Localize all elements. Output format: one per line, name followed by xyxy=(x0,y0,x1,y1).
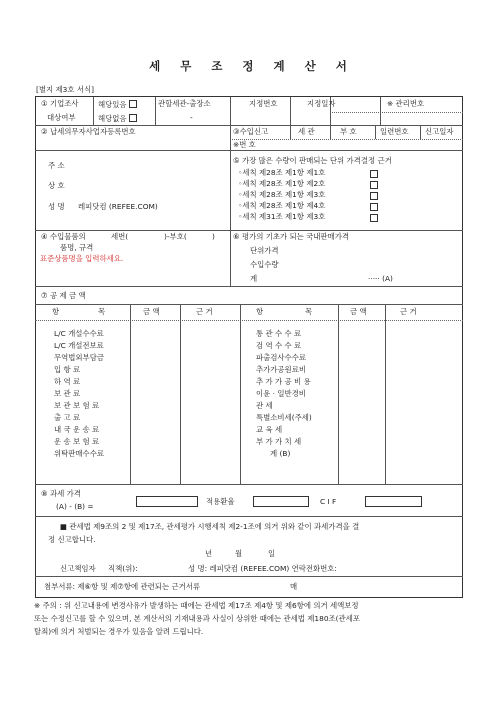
rule-checkbox-2[interactable] xyxy=(370,181,378,189)
serial-number-label: 일련번호 xyxy=(380,127,409,136)
code-close: ) xyxy=(212,232,215,241)
divider xyxy=(380,97,381,125)
deduction-left-6: 보 관 료 xyxy=(54,389,81,398)
deduction-left-1: L/C 개설수수료 xyxy=(54,329,104,338)
rule-item-5: ◦세칙 제31조 제1항 제3호 xyxy=(238,212,326,221)
divider xyxy=(155,97,156,125)
divider xyxy=(420,125,421,139)
number-note: ※번 호 xyxy=(233,140,256,149)
customs-office-dash: - xyxy=(190,113,193,122)
header-category: 목 xyxy=(98,307,106,316)
section5-title: ⑤ 가장 많은 수량이 판매되는 단위 가격결정 근거 xyxy=(233,156,392,165)
option-applicable[interactable]: 해당있음 xyxy=(98,100,137,110)
bullet-icon: ■ xyxy=(60,522,70,531)
taxpayer-registration-label: ② 납세의무자사업자등록번호 xyxy=(41,127,136,136)
customs-office-label: 관할세관-출장소 xyxy=(158,99,211,108)
deduction-right-6: 이윤 · 일반경비 xyxy=(256,389,306,398)
enterprise-survey-label: ① 기업조사 xyxy=(41,99,79,108)
signer-position: 직책(위): xyxy=(108,564,138,573)
divider xyxy=(330,125,331,139)
deduction-left-5: 하 역 료 xyxy=(54,377,81,386)
divider xyxy=(130,304,131,484)
header-category-right: 목 xyxy=(305,307,313,316)
divider xyxy=(230,125,231,286)
total-label: 계 xyxy=(250,274,258,283)
date-year-label: 년 xyxy=(205,549,213,558)
applicable-checkbox[interactable] xyxy=(129,100,137,108)
signer-name: 성 명: 레피닷컴 (REFEE.COM) 연락전화번호: xyxy=(188,564,337,573)
company-label: 상 호 xyxy=(48,181,65,190)
tariff-number-label: 세번( xyxy=(111,232,129,241)
footnote-line-1: ※ 주의 : 위 신고내용에 변경사유가 발생하는 때에는 관세법 제17조 제4항 및 제6항에 의거 세액보정 xyxy=(34,601,359,610)
divider xyxy=(35,304,463,305)
exchange-rate-field[interactable] xyxy=(253,496,309,507)
divider xyxy=(35,230,463,231)
rule-item-2: ◦세칙 제28조 제1항 제2호 xyxy=(238,179,326,188)
dept-code-label: 부 호 xyxy=(340,127,357,136)
deduction-left-4: 입 항 료 xyxy=(54,365,81,374)
divider xyxy=(35,484,463,485)
designated-number-label: 지정번호 xyxy=(249,99,278,108)
header-item: 항 xyxy=(52,307,60,316)
deduction-right-5: 추 가 가 공 비 용 xyxy=(256,377,311,386)
rule-checkbox-4[interactable] xyxy=(370,203,378,211)
deduction-left-2: L/C 개설전보료 xyxy=(54,341,104,350)
name-label: 성 명 xyxy=(48,202,65,211)
deduction-right-3: 파출검사수수료 xyxy=(256,353,306,362)
taxable-value-field[interactable] xyxy=(136,496,198,507)
rule-item-4: ◦세칙 제28조 제1항 제4호 xyxy=(238,201,326,210)
deduction-left-11: 위탁판매수수료 xyxy=(54,449,104,458)
not-applicable-checkbox[interactable] xyxy=(129,114,137,122)
divider xyxy=(35,576,463,577)
divider xyxy=(290,125,291,139)
header-amount: 금 액 xyxy=(143,307,160,316)
footnote-line-2: 또는 수정신고를 할 수 있으며, 본 계산서의 기재내용과 사실이 상위한 때에는 관세법 제180조(관세포 xyxy=(34,614,360,623)
attachment-label: 첨부서류: 제⑥항 및 제⑦항에 관련되는 근거서류 xyxy=(44,582,200,591)
rule-checkbox-1[interactable] xyxy=(370,170,378,178)
cif-label: C I F xyxy=(320,497,337,506)
standard-name-note: 표준상품명을 입력하세요. xyxy=(40,254,124,263)
deduction-right-10: 부 가 가 치 세 xyxy=(256,437,302,446)
divider xyxy=(375,125,376,139)
header-basis: 근 거 xyxy=(196,307,213,316)
divider xyxy=(230,97,231,125)
deduction-left-3: 무역법외부담금 xyxy=(54,353,104,362)
cif-field[interactable] xyxy=(365,496,422,507)
declaration-line-2: 정 신고합니다. xyxy=(48,535,96,544)
deduction-right-2: 검 역 수 수 료 xyxy=(256,341,302,350)
section8-title: ⑧ 과세 가격 xyxy=(41,489,81,498)
divider xyxy=(338,304,339,484)
header-item-right: 항 xyxy=(256,307,264,316)
unit-price-label: 단위가격 xyxy=(250,246,279,255)
rule-item-3: ◦세칙 제28조 제1항 제3호 xyxy=(238,190,326,199)
form-reference: [별지 제3호 서식] xyxy=(36,85,95,94)
rule-checkbox-5[interactable] xyxy=(370,214,378,222)
divider xyxy=(290,97,291,125)
item-spec-label: 품명, 규격 xyxy=(60,243,94,252)
deduction-left-7: 보 관 보 험 료 xyxy=(54,401,100,410)
address-label: 주 소 xyxy=(48,161,65,170)
import-quantity-label: 수입수량 xyxy=(250,260,279,269)
date-day-label: 일 xyxy=(268,549,276,558)
deduction-right-8: 특별소비세(주세) xyxy=(256,413,312,422)
deduction-right-7: 관 세 xyxy=(256,401,273,410)
deduction-left-10: 운 송 보 험 료 xyxy=(54,437,100,446)
deduction-left-8: 출 고 료 xyxy=(54,413,81,422)
divider xyxy=(35,125,463,126)
option-not-applicable[interactable]: 해당없음 xyxy=(98,114,137,124)
total-a-mark: ····· (A) xyxy=(368,274,393,283)
rule-checkbox-3[interactable] xyxy=(370,192,378,200)
page-title: 세 무 조 정 계 산 서 xyxy=(149,59,355,73)
designated-date-label: 지정일자 xyxy=(307,99,336,108)
divider xyxy=(330,112,463,113)
divider xyxy=(35,516,463,517)
deduction-right-4: 추가가공원료비 xyxy=(256,365,306,374)
divider xyxy=(35,150,463,151)
section4-title: ④ 수입물품의 xyxy=(41,232,86,241)
exchange-rate-label: 적용환율 xyxy=(206,497,235,506)
report-date-label: 신고일자 xyxy=(425,127,454,136)
header-amount-right: 금 액 xyxy=(350,307,367,316)
code-label: )-부호( xyxy=(164,232,187,241)
section6-title: ⑥ 평가의 기초가 되는 국내판매가격 xyxy=(233,232,349,241)
signer-label: 신고책임자 xyxy=(60,564,96,573)
declaration-line-1: ■ 관세법 제9조의 2 및 제17조, 관세평가 시행세칙 제2-1조에 의거 위와 같이 과세가격을 결 xyxy=(60,522,360,531)
divider xyxy=(180,304,181,484)
divider xyxy=(93,97,94,125)
deduction-right-1: 통 관 수 수 료 xyxy=(256,329,302,338)
management-number-label: ※ 관리번호 xyxy=(387,99,425,108)
customs-code-label: 세 관 xyxy=(298,127,315,136)
footnote-line-3: 탈죄)에 의거 처벌되는 경우가 있음을 알려 드립니다. xyxy=(34,627,204,636)
date-month-label: 월 xyxy=(235,549,243,558)
rule-item-1: ◦세칙 제28조 제1항 제1호 xyxy=(238,168,326,177)
deduction-right-9: 교 육 세 xyxy=(256,425,283,434)
enterprise-survey-label-2: 대상여부 xyxy=(47,113,76,122)
divider xyxy=(35,286,463,287)
attachment-sheets: 매 xyxy=(290,582,298,591)
divider xyxy=(240,304,241,484)
taxable-formula: (A) - (B) = xyxy=(56,502,94,511)
deduction-right-total: 계 (B) xyxy=(270,449,291,458)
name-value: 레피닷컴 (REFEE.COM) xyxy=(78,202,158,211)
divider xyxy=(35,320,463,321)
divider xyxy=(385,304,386,484)
section7-title: ⑦ 공 제 금 액 xyxy=(41,291,86,300)
import-report-label: ③수입신고 xyxy=(233,127,269,136)
header-basis-right: 근 거 xyxy=(400,307,417,316)
divider xyxy=(230,139,463,140)
deduction-left-9: 내 국 운 송 료 xyxy=(54,425,100,434)
